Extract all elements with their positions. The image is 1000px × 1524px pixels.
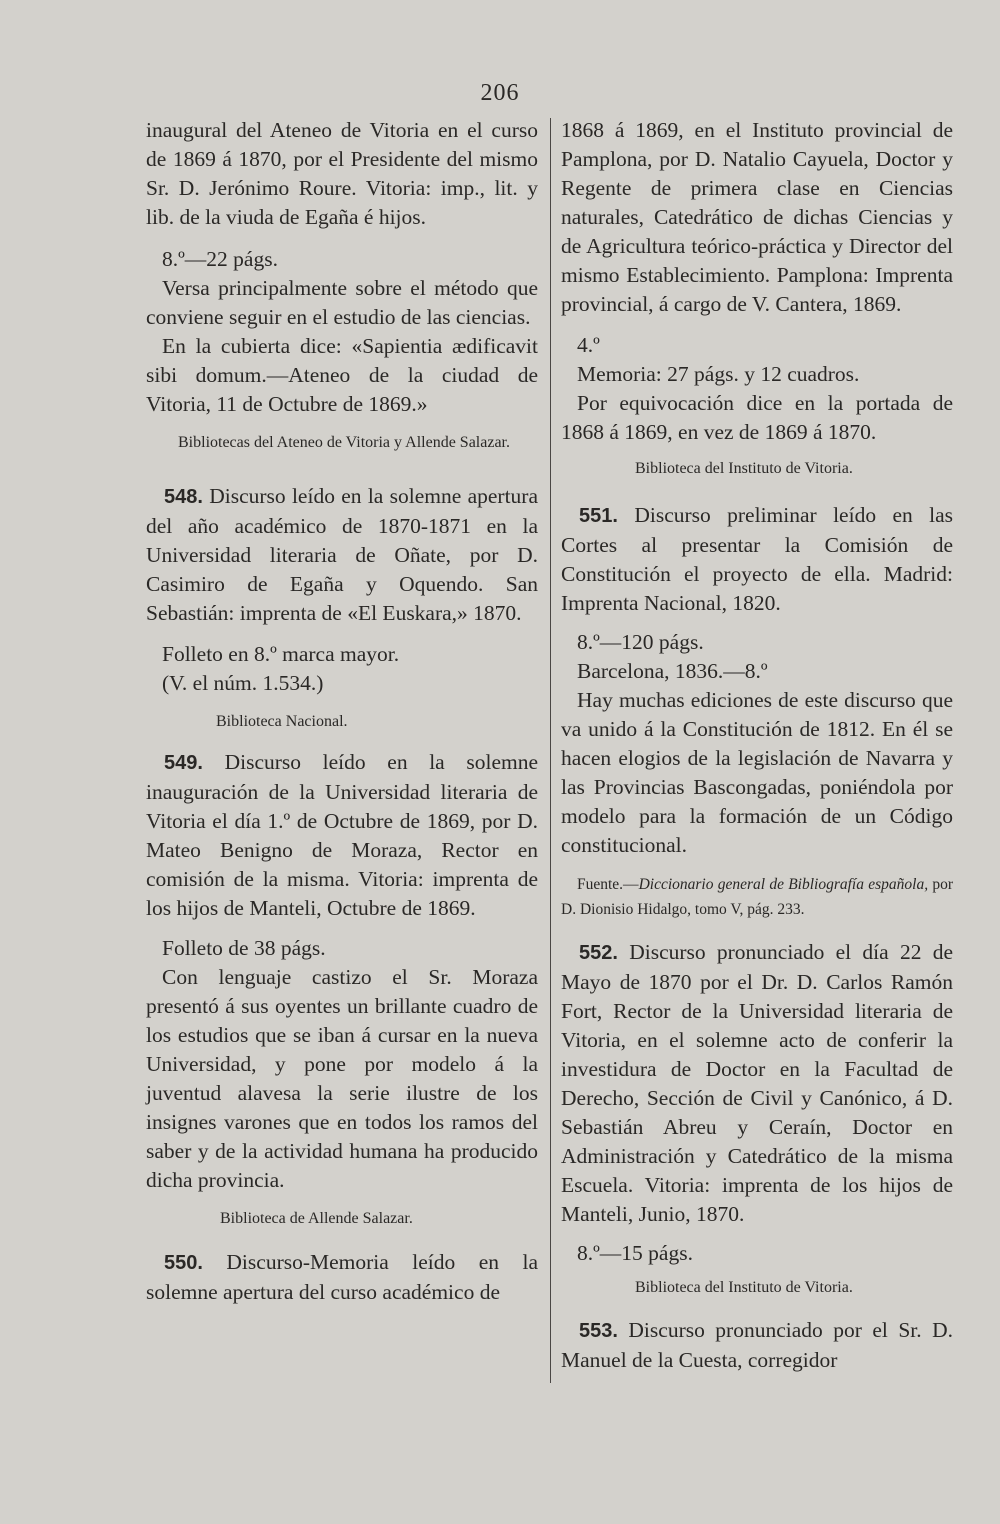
entry-548-format: Folleto en 8.º marca mayor. (162, 642, 400, 666)
page-number: 206 (480, 80, 520, 106)
continued-entry-format: 4.º (577, 333, 600, 357)
continued-entry-library: Biblioteca del Instituto de Vitoria. (635, 460, 853, 477)
entry-550 (146, 1248, 538, 1307)
entry-549 (146, 748, 538, 923)
entry-549-format: Folleto de 38 págs. (162, 936, 326, 960)
continued-entry-format: 8.º—22 págs. (162, 247, 278, 271)
entry-548-reference: (V. el núm. 1.534.) (162, 671, 324, 695)
entry-549-note: Con lenguaje castizo el Sr. Moraza presentó á sus oyentes un brillante cuadro de los estudios que se iban á cursar en la nueva Universidad, y pone por modelo á la juventud alavesa la serie ilustre de los insignes varones que en todos los ramos del saber y de la actividad humana ha producido dicha provincia. (146, 965, 538, 1192)
entry-551 (561, 501, 953, 618)
entry-552-text: Discurso pronunciado el día 22 de Mayo de 1870 por el Dr. D. Carlos Ramón Fort, Rector de la Universidad literaria de Vitoria, en el solemne acto de conferir la investidura de Doctor en la Facultad de Derecho, Sección de Civil y Canónico, á D. Sebastián Abreu y Ceraín, Doctor en Administración y Catedrático de la misma Escuela. Vitoria: imprenta de los hijos de Manteli, Junio, 1870. (561, 940, 953, 1226)
entry-553 (561, 1316, 953, 1375)
entry-549-library: Biblioteca de Allende Salazar. (220, 1210, 413, 1227)
entry-551-text: Discurso preliminar leído en las Cortes al presentar la Comisión de Constitución el proyecto de ella. Madrid: Imprenta Nacional, 1820. (561, 503, 954, 615)
entry-553-text: Discurso pronunciado por el Sr. D. Manuel de la Cuesta, corregidor (561, 1318, 953, 1372)
right-column (561, 116, 953, 1375)
source-label: Fuente.— (577, 876, 639, 893)
continued-entry-note: Versa principalmente sobre el método que conviene seguir en el estudio de las ciencias. (146, 276, 538, 329)
entry-549-number: 549. (164, 752, 203, 774)
continued-entry-quote: En la cubierta dice: «Sapientia ædificavit sibi domum.—Ateneo de la ciudad de Vitoria, 11 de Octubre de 1869.» (146, 334, 538, 416)
continued-entry-library: Bibliotecas del Ateneo de Vitoria y Allende Salazar. (178, 434, 510, 451)
continued-entry-note: Por equivocación dice en la portada de 1868 á 1869, en vez de 1869 á 1870. (561, 391, 953, 444)
entry-550-number: 550. (164, 1252, 203, 1274)
entry-550-text: Discurso-Memoria leído en la solemne apertura del curso académico de (146, 1250, 539, 1304)
source-title: Diccionario general de Bibliografía española, (638, 876, 929, 893)
entry-548-number: 548. (164, 486, 203, 508)
entry-549-text: Discurso leído en la solemne inauguración de la Universidad literaria de Vitoria el día 1.º de Octubre de 1869, por D. Mateo Benigno de Moraza, Rector en comisión de la misma. Vitoria: imprenta de los hijos de Manteli, Octubre de 1869. (146, 750, 538, 920)
continued-entry-text: 1868 á 1869, en el Instituto provincial de Pamplona, por D. Natalio Cayuela, Doctor y Regente de primera clase en Ciencias naturales, Catedrático de dichas Ciencias y de Agricultura teórico-práctica y Director del mismo Establecimiento. Pamplona: Imprenta provincial, á cargo de V. Cantera, 1869. (561, 118, 953, 316)
entry-552 (561, 938, 953, 1229)
entry-551-format: 8.º—120 págs. (577, 630, 704, 654)
entry-551-note: Hay muchas ediciones de este discurso que va unido á la Constitución de 1812. En él se hacen elogios de la legislación de Navarra y las Provincias Bascongadas, poniéndola por modelo para la formación de un Código constitucional. (561, 688, 953, 857)
entry-552-format: 8.º—15 págs. (577, 1241, 693, 1265)
left-column (146, 116, 538, 1307)
entry-552-number: 552. (579, 942, 618, 964)
entry-551-edition: Barcelona, 1836.—8.º (577, 659, 768, 683)
entry-551-number: 551. (579, 505, 618, 527)
entry-553-number: 553. (579, 1320, 618, 1342)
column-divider (550, 118, 551, 1383)
continued-entry-memoria: Memoria: 27 págs. y 12 cuadros. (577, 362, 860, 386)
entry-551-source (561, 872, 953, 922)
entry-548-text: Discurso leído en la solemne apertura del año académico de 1870-1871 en la Universidad literaria de Oñate, por D. Casimiro de Egaña y Oquendo. San Sebastián: imprenta de «El Euskara,» 1870. (146, 484, 538, 625)
continued-entry-text: inaugural del Ateneo de Vitoria en el curso de 1869 á 1870, por el Presidente del mismo Sr. D. Jerónimo Roure. Vitoria: imp., lit. y lib. de la viuda de Egaña é hijos. (146, 118, 538, 229)
entry-548-library: Biblioteca Nacional. (216, 713, 348, 730)
entry-548 (146, 482, 538, 628)
source-details: por D. Dionisio Hidalgo, tomo V, pág. 233. (561, 876, 953, 918)
entry-552-library: Biblioteca del Instituto de Vitoria. (635, 1279, 853, 1296)
